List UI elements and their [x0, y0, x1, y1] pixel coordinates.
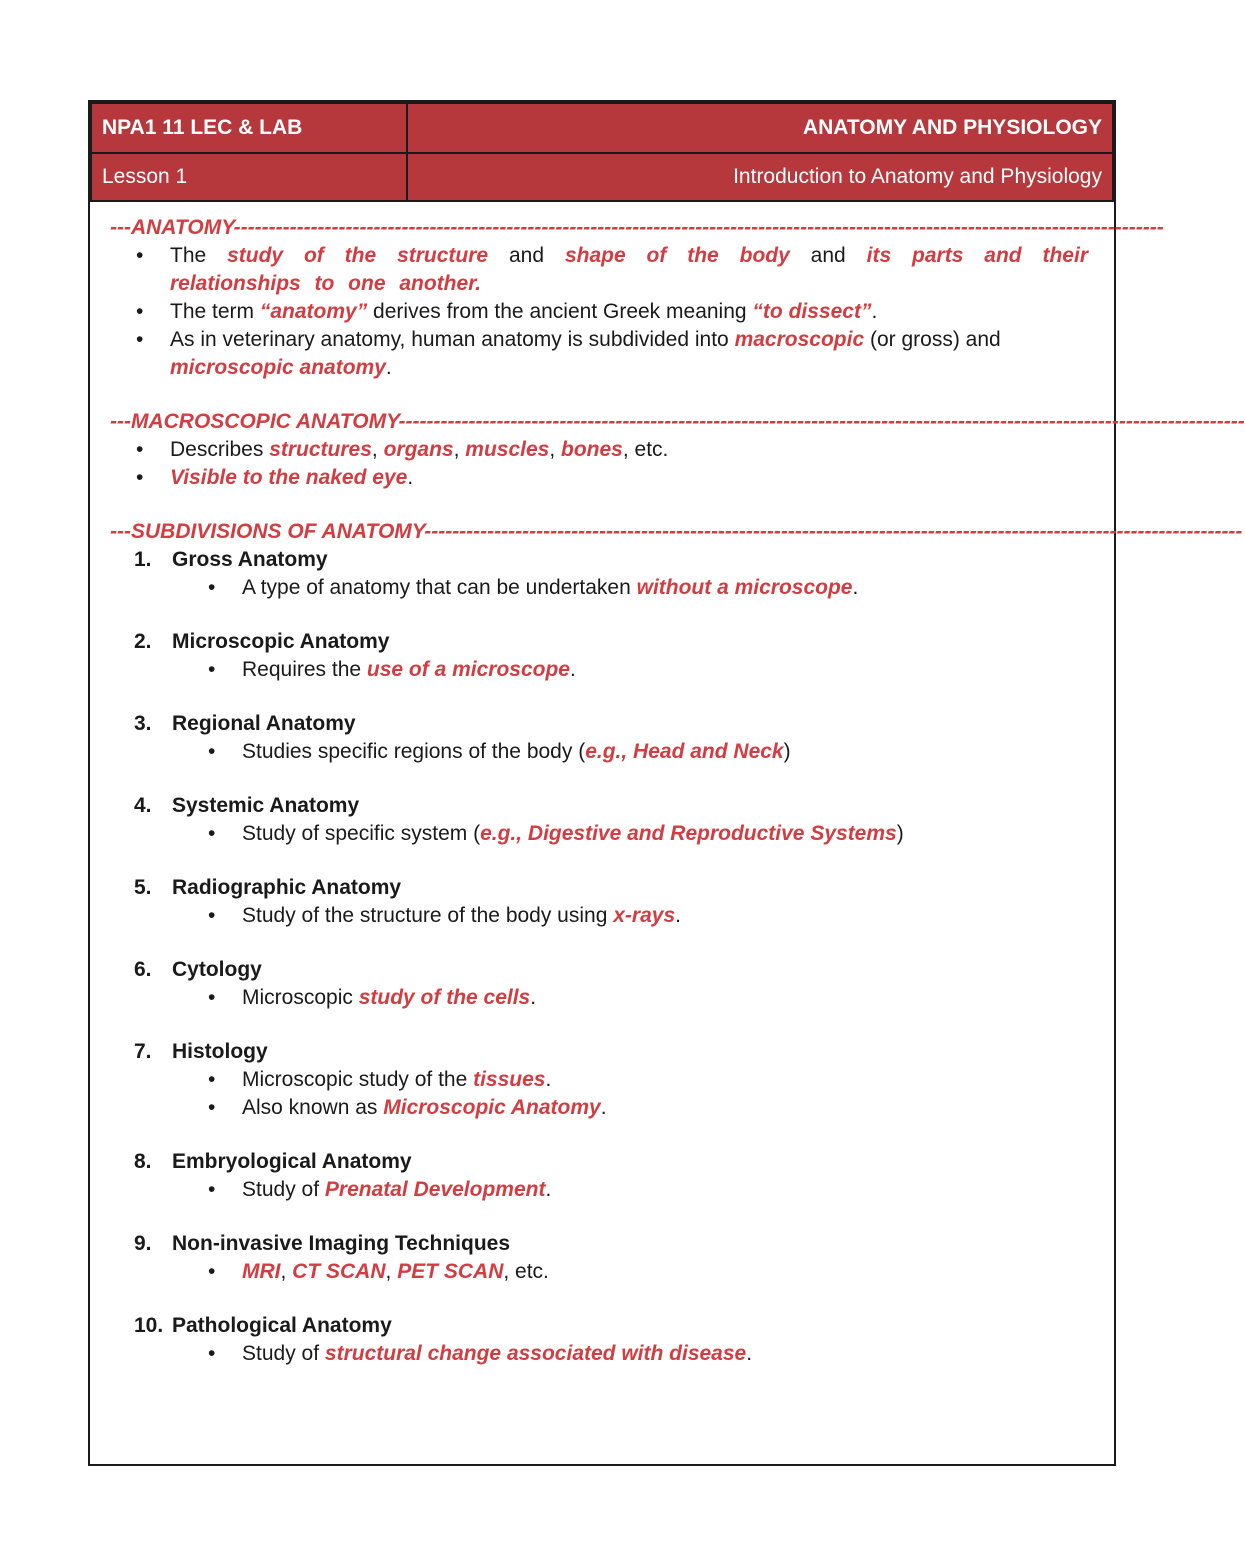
subdivision-title [110, 1312, 1088, 1340]
subdivision-item [110, 1230, 1088, 1286]
subdivision-title [110, 956, 1088, 984]
subdivision-name: Systemic Anatomy [172, 794, 360, 817]
subdivision-title [110, 710, 1088, 738]
subdivision-number: 6. [134, 958, 152, 981]
subdivision-name: Embryological Anatomy [172, 1150, 412, 1173]
subdivision-item [110, 710, 1088, 766]
subdivision-title [110, 1148, 1088, 1176]
subdivisions-list [110, 546, 1088, 1368]
subdivision-number: 2. [134, 630, 152, 653]
list-item: • Describes structures, organs, muscles, bones, etc. [170, 436, 1088, 464]
subdivision-item [110, 1312, 1088, 1368]
list-item: • Study of specific system (e.g., Digestive and Reproductive Systems) [242, 820, 1088, 848]
list-item: • Study of Prenatal Development. [242, 1176, 1088, 1204]
list-item: • Requires the use of a microscope. [242, 656, 1088, 684]
list-item: • Also known as Microscopic Anatomy. [242, 1094, 1088, 1122]
subdivision-title [110, 546, 1088, 574]
subdivision-item [110, 792, 1088, 848]
list-item: • MRI, CT SCAN, PET SCAN, etc. [242, 1258, 1088, 1286]
subdivision-title [110, 874, 1088, 902]
course-code: NPA1 11 LEC & LAB [91, 103, 407, 153]
list-item: • Microscopic study of the cells. [242, 984, 1088, 1012]
subdivision-number: 5. [134, 876, 152, 899]
subdivision-name: Histology [172, 1040, 268, 1063]
subdivision-name: Non-invasive Imaging Techniques [172, 1232, 511, 1255]
anatomy-section [110, 214, 1164, 382]
subdivision-title [110, 792, 1088, 820]
subdivision-title [110, 1038, 1088, 1066]
subdivision-name: Microscopic Anatomy [172, 630, 390, 653]
subdivision-name: Radiographic Anatomy [172, 876, 402, 899]
subdivision-item [110, 546, 1088, 602]
list-item: • Study of structural change associated with disease. [242, 1340, 1088, 1368]
subdivision-number: 3. [134, 712, 152, 735]
header-table [90, 102, 1114, 202]
macroscopic-section [110, 408, 1245, 492]
subdivision-name: Regional Anatomy [172, 712, 356, 735]
subdivision-item [110, 628, 1088, 684]
subdivision-name: Gross Anatomy [172, 548, 328, 571]
subdivision-number: 9. [134, 1232, 152, 1255]
subject-title: ANATOMY AND PHYSIOLOGY [407, 103, 1113, 153]
subdivision-item [110, 874, 1088, 930]
subdivision-item [110, 956, 1088, 1012]
subdivision-name: Cytology [172, 958, 262, 981]
document-body [110, 214, 1245, 1394]
list-item: • As in veterinary anatomy, human anatomy is subdivided into macroscopic (or gross) and microscopic anatomy. [170, 326, 1088, 382]
list-item: • Microscopic study of the tissues. [242, 1066, 1088, 1094]
subdivision-title [110, 1230, 1088, 1258]
subdivision-item [110, 1038, 1088, 1122]
subdivision-number: 10. [134, 1314, 164, 1337]
list-item: • A type of anatomy that can be undertaken without a microscope. [242, 574, 1088, 602]
subdivision-item [110, 1148, 1088, 1204]
list-item: • Study of the structure of the body using x-rays. [242, 902, 1088, 930]
lesson-title: Introduction to Anatomy and Physiology [407, 153, 1113, 201]
list-item: • Studies specific regions of the body (e.g., Head and Neck) [242, 738, 1088, 766]
list-item: • Visible to the naked eye. [170, 464, 1088, 492]
list-item: • The study of the structure and shape of the body and its parts and their relationships to one another. [170, 242, 1088, 298]
list-item: • The term “anatomy” derives from the ancient Greek meaning “to dissect”. [170, 298, 1088, 326]
subdivision-number: 1. [134, 548, 152, 571]
subdivision-number: 7. [134, 1040, 152, 1063]
subdivisions-section [110, 518, 1243, 1368]
subdivision-name: Pathological Anatomy [172, 1314, 392, 1337]
subdivision-title [110, 628, 1088, 656]
subdivision-number: 4. [134, 794, 152, 817]
lesson-number: Lesson 1 [91, 153, 407, 201]
anatomy-heading: ---ANATOMY------------------------------------------------------------------------------------------------------------------------------------- [110, 216, 1164, 239]
subdivisions-heading: ---SUBDIVISIONS OF ANATOMY--------------------------------------------------------------------------------------------------------------------- [110, 520, 1243, 543]
macroscopic-heading: ---MACROSCOPIC ANATOMY------------------------------------------------------------------------------------------------------------------------- [110, 410, 1245, 433]
document-page [88, 100, 1245, 1466]
subdivision-number: 8. [134, 1150, 152, 1173]
